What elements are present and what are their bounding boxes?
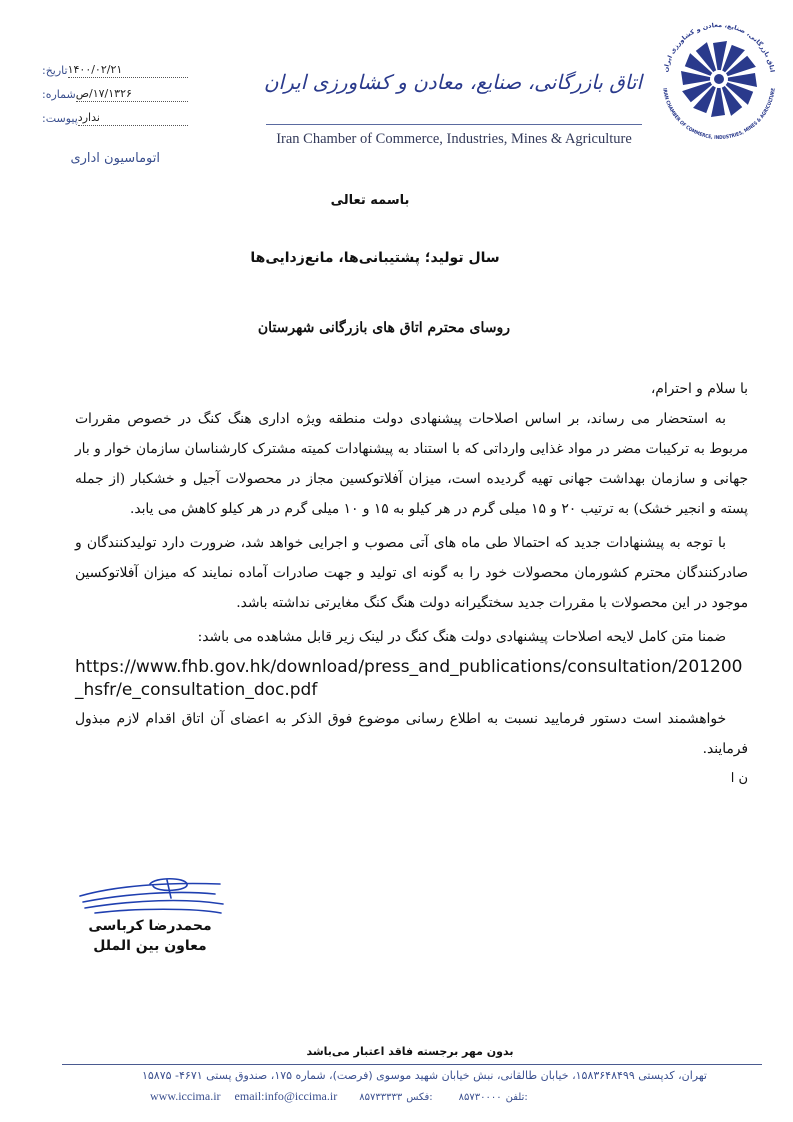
- email-link[interactable]: email:info@iccima.ir: [234, 1089, 338, 1103]
- phone-number: ۸۵۷۳۰۰۰۰: [458, 1092, 502, 1103]
- logo-text-english: IRAN CHAMBER OF COMMERCE, INDUSTRIES, MINES & AGRICULTURE: [661, 87, 777, 142]
- body-paragraph-4: خواهشمند است دستور فرمایید نسبت به اطلاع رسانی موضوع فوق الذکر به اعضای آن اتاق اقدام لازم مبذول فرمایند.: [75, 711, 748, 757]
- department-label: اتوماسیون اداری: [70, 151, 160, 166]
- number-value: ۱۷/۱۳۲۶/ص: [75, 87, 132, 100]
- body-paragraph-3: ضمنا متن کامل لایحه اصلاحات پیشنهادی دولت هنگ کنگ در لینک زیر قابل مشاهده می باشد:: [197, 629, 726, 645]
- footer-divider: [62, 1064, 762, 1065]
- number-dotted-line: [76, 87, 188, 102]
- body-paragraph-1: به استحضار می رساند، بر اساس اصلاحات پیشنهادی دولت منطقه ویژه اداری هنگ کنگ در خصوص مقررات مربوط به ترکیبات مضر در مواد غذایی وارداتی که با استناد به پیشنهادات کمیته مشترک کارشناسان سازمان خوار و بار جهانی و سازمان بهداشت جهانی تهیه گردیده است، میزان آفلاتوکسین مجاز در محصولات آجیل و خشکبار (از جمله پسته و انجیر خشک) به ترتیب ۲۰ و ۱۵ میلی گرم در هر کیلو به ۱۵ و ۱۰ میلی گرم در هر کیلو کاهش می یابد.: [75, 411, 748, 517]
- attachment-dotted-line: [78, 111, 188, 126]
- date-value: ۱۴۰۰/۰۲/۲۱: [67, 63, 123, 76]
- recipient-line: روسای محترم اتاق های بازرگانی شهرستان: [257, 320, 510, 336]
- fax-number: ۸۵۷۳۳۳۳۳: [359, 1092, 403, 1103]
- date-row: [38, 54, 188, 78]
- org-name-english: Iran Chamber of Commerce, Industries, Mines & Agriculture: [276, 131, 632, 147]
- signature-block: [75, 876, 235, 956]
- letter-body: [75, 378, 748, 790]
- attachment-row: [38, 102, 188, 126]
- org-name-persian: اتاق بازرگانی، صنایع، معادن و کشاورزی ایران: [263, 70, 642, 94]
- typist-initials: ن ا: [730, 771, 748, 786]
- salutation: با سلام و احترام،: [650, 381, 748, 397]
- signer-title: معاون بین الملل: [93, 938, 207, 954]
- number-label: شماره:: [42, 88, 76, 101]
- attachment-label: پیوست:: [42, 112, 78, 125]
- number-row: [38, 78, 188, 102]
- body-paragraph-2: با توجه به پیشنهادات جدید که احتمالا طی ماه های آتی مصوب و اجرایی خواهد شد، ضرورت دارد تولیدکنندگان و صادرکنندگان محترم کشورمان محصولات خود را به گونه ای تولید و جهت صادرات آماده نمایند که میزان آفلاتوکسین موجود در این محصولات با مقررات جدید سختگیرانه دولت هنگ کنگ مغایرتی نداشته باشد.: [75, 535, 748, 611]
- date-label: تاریخ:: [42, 64, 68, 77]
- signature-icon: [75, 876, 225, 916]
- header-divider: [266, 124, 642, 125]
- phone-label: تلفن:: [505, 1092, 528, 1103]
- fax-label: فکس:: [406, 1092, 433, 1103]
- signer-name: محمدرضا کرباسی: [88, 918, 212, 934]
- postal-address: تهران، کدپستی ۱۵۸۳۶۴۸۴۹۹، خیابان طالقانی، نبش خیابان شهید موسوی (فرصت)، شماره ۱۷۵، صندوق پستی ۴۶۷۱- ۱۵۸۷۵: [141, 1069, 707, 1082]
- chamber-logo-icon: [655, 15, 783, 143]
- contact-line: [150, 1088, 710, 1106]
- consultation-doc-link[interactable]: https://www.fhb.gov.hk/download/press_and_publications/consultation/201200_hsfr/e_consultation_doc.pdf: [75, 657, 743, 700]
- logo-text-persian: اتاق بازرگانی، صنایع، معادن و کشاورزی ایران: [662, 21, 776, 73]
- attachment-value: ندارد: [77, 111, 100, 124]
- date-dotted-line: [68, 63, 188, 78]
- embossed-seal-note: بدون مهر برجسته فاقد اعتبار می‌باشد: [306, 1045, 514, 1058]
- bismillah-heading: باسمه تعالی: [330, 193, 410, 208]
- year-motto: سال تولید؛ پشتیبانی‌ها، مانع‌زدایی‌ها: [250, 250, 500, 266]
- letter-meta: [38, 54, 188, 126]
- website-link[interactable]: www.iccima.ir: [150, 1089, 221, 1103]
